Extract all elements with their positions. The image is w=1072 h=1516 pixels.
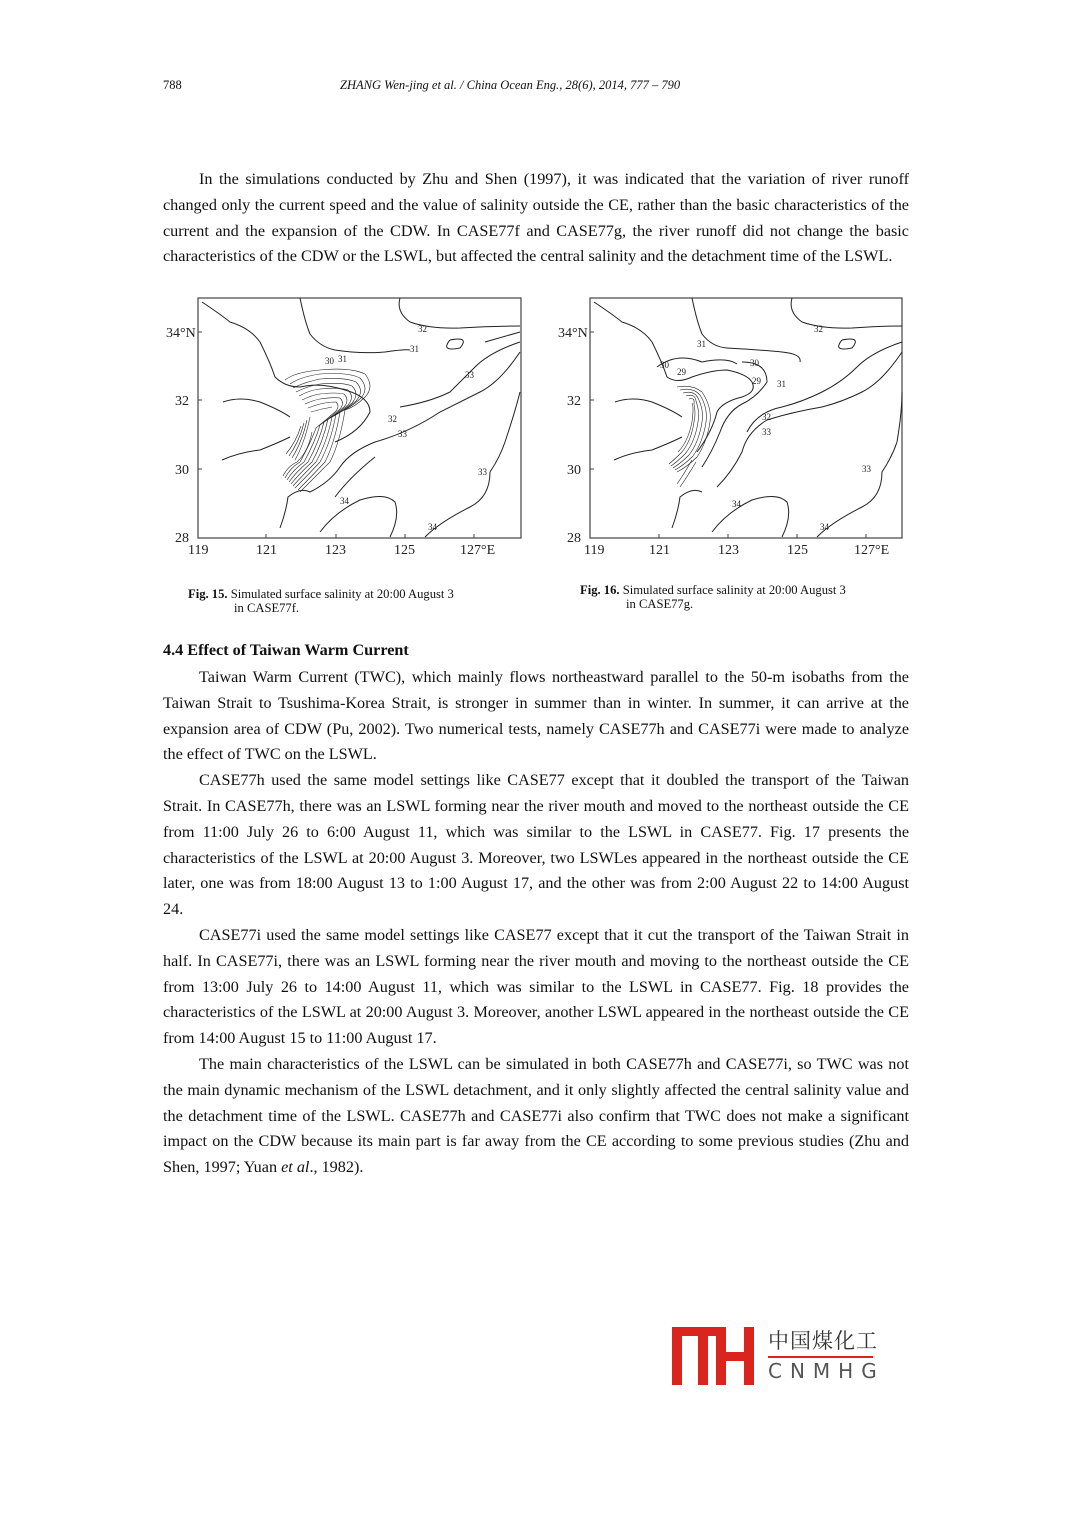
contour-label: 33 xyxy=(478,467,487,477)
running-head: ZHANG Wen-jing et al. / China Ocean Eng., 28(6), 2014, 777 – 790 xyxy=(340,78,681,92)
x-tick-label: 121 xyxy=(256,543,277,558)
y-tick-label: 28 xyxy=(567,531,581,546)
contour-label: 30 xyxy=(660,360,669,370)
paragraph-text: The main characteristics of the LSWL can be simulated in both CASE77h and CASE77i, so TWC was not the main dynamic mechanism of the LSWL detachment, and it only slightly affected the central salinity value and the detachment time of the LSWL. CASE77h and CASE77i also confirm that TWC does not make a significant impact on the CDW because its main part is far away from the CE according to some previous studies (Zhu and Shen, 1997; Yuan xyxy=(163,1054,909,1177)
contour-label: 33 xyxy=(862,464,871,474)
y-tick-label: 28 xyxy=(175,531,189,546)
contour-label: 30 xyxy=(325,356,334,366)
y-tick-label: 30 xyxy=(175,463,189,478)
figure-16-caption xyxy=(580,583,846,611)
contour-label: 31 xyxy=(697,339,706,349)
contour-label: 34 xyxy=(428,522,437,532)
x-tick-label: 123 xyxy=(718,543,739,558)
watermark-logo xyxy=(672,1327,885,1387)
contour-label: 34 xyxy=(732,499,741,509)
y-tick-label: 32 xyxy=(567,394,581,409)
x-tick-label: 125 xyxy=(787,543,808,558)
figure-15-map xyxy=(160,292,530,562)
logo-divider xyxy=(768,1356,873,1358)
paragraph: CASE77h used the same model settings like CASE77 except that it doubled the transport of the Taiwan Strait. In CASE77h, there was an LSWL forming near the river mouth and moved to the northeast outside the CE from 11:00 July 26 to 6:00 August 11, which was similar to the LSWL in CASE77. Fig. 17 presents the characteristics of the LSWL at 20:00 August 3. Moreover, two LSWLes appeared in the northeast outside the CE later, one was from 18:00 August 13 to 1:00 August 17, and the other was from 2:00 August 22 to 14:00 August 24. xyxy=(163,771,909,919)
contour-label: 33 xyxy=(465,370,474,380)
contour-label: 32 xyxy=(388,414,397,424)
paragraph: In the simulations conducted by Zhu and Shen (1997), it was indicated that the variation of river runoff changed only the current speed and the value of salinity outside the CE, rather than the basic characteristics of the current and the expansion of the CDW. In CASE77f and CASE77g, the river runoff did not change the basic characteristics of the CDW or the LSWL, but affected the central salinity and the detachment time of the LSWL. xyxy=(163,170,909,266)
y-tick-label: 30 xyxy=(567,463,581,478)
y-tick-label: 34°N xyxy=(166,326,196,341)
x-tick-label: 119 xyxy=(584,543,605,558)
figure-16-map xyxy=(552,292,912,562)
paragraph-text: ., 1982). xyxy=(309,1158,364,1177)
paragraph-italic: et al xyxy=(281,1158,310,1177)
x-tick-label: 121 xyxy=(649,543,670,558)
contour-label: 32 xyxy=(418,324,427,334)
salinity-contour-map-15 xyxy=(160,292,530,562)
mh-logo-icon xyxy=(672,1327,762,1387)
section-heading: 4.4 Effect of Taiwan Warm Current xyxy=(163,641,409,659)
paragraph: Taiwan Warm Current (TWC), which mainly flows northeastward parallel to the 50-m isobaths from the Taiwan Strait to Tsushima-Korea Strait, is stronger in summer than in winter. In summer, it can arrive at the expansion area of CDW (Pu, 2002). Two numerical tests, namely CASE77h and CASE77i were made to analyze the effect of TWC on the LSWL. xyxy=(163,668,909,764)
caption-text: in CASE77f. xyxy=(234,601,300,615)
x-tick-label: 123 xyxy=(325,543,346,558)
x-tick-label: 119 xyxy=(188,543,209,558)
caption-text: Simulated surface salinity at 20:00 August 3 xyxy=(622,583,846,597)
caption-text: Simulated surface salinity at 20:00 August 3 xyxy=(230,587,454,601)
paragraph: CASE77i used the same model settings like CASE77 except that it cut the transport of the Taiwan Strait in half. In CASE77i, there was an LSWL forming near the river mouth and moving to the northeast outside the CE from 13:00 July 26 to 14:00 August 11, which was similar to the LSWL in CASE77. Fig. 18 provides the characteristics of the LSWL at 20:00 August 3. Moreover, another LSWL appeared in the northeast outside the CE from 14:00 August 15 to 11:00 August 17. xyxy=(163,925,909,1048)
contour-label: 34 xyxy=(820,522,829,532)
logo-latin-text: CNMHG xyxy=(768,1359,885,1383)
section-body xyxy=(163,665,909,1181)
x-tick-label: 125 xyxy=(394,543,415,558)
salinity-contour-map-16 xyxy=(552,292,912,562)
page-number: 788 xyxy=(163,78,182,92)
contour-label: 31 xyxy=(410,344,419,354)
contour-label: 30 xyxy=(750,358,759,368)
contour-label: 29 xyxy=(752,376,761,386)
contour-label: 34 xyxy=(340,496,349,506)
y-tick-label: 34°N xyxy=(558,326,588,341)
contour-label: 29 xyxy=(677,367,686,377)
x-tick-label: 127°E xyxy=(460,543,496,558)
contour-label: 31 xyxy=(777,379,786,389)
x-tick-label: 127°E xyxy=(854,543,890,558)
contour-label: 32 xyxy=(762,412,771,422)
caption-text: in CASE77g. xyxy=(626,597,694,611)
figure-15-caption xyxy=(188,587,454,615)
logo-chinese-text: 中国煤化工 xyxy=(768,1329,878,1353)
contour-label: 32 xyxy=(814,324,823,334)
paragraph xyxy=(163,1052,909,1181)
figure-label: Fig. 16. xyxy=(580,583,620,597)
contour-label: 31 xyxy=(338,354,347,364)
intro-paragraph-block xyxy=(163,167,909,270)
figure-label: Fig. 15. xyxy=(188,587,228,601)
contour-label: 33 xyxy=(398,429,407,439)
y-tick-label: 32 xyxy=(175,394,189,409)
contour-label: 33 xyxy=(762,427,771,437)
